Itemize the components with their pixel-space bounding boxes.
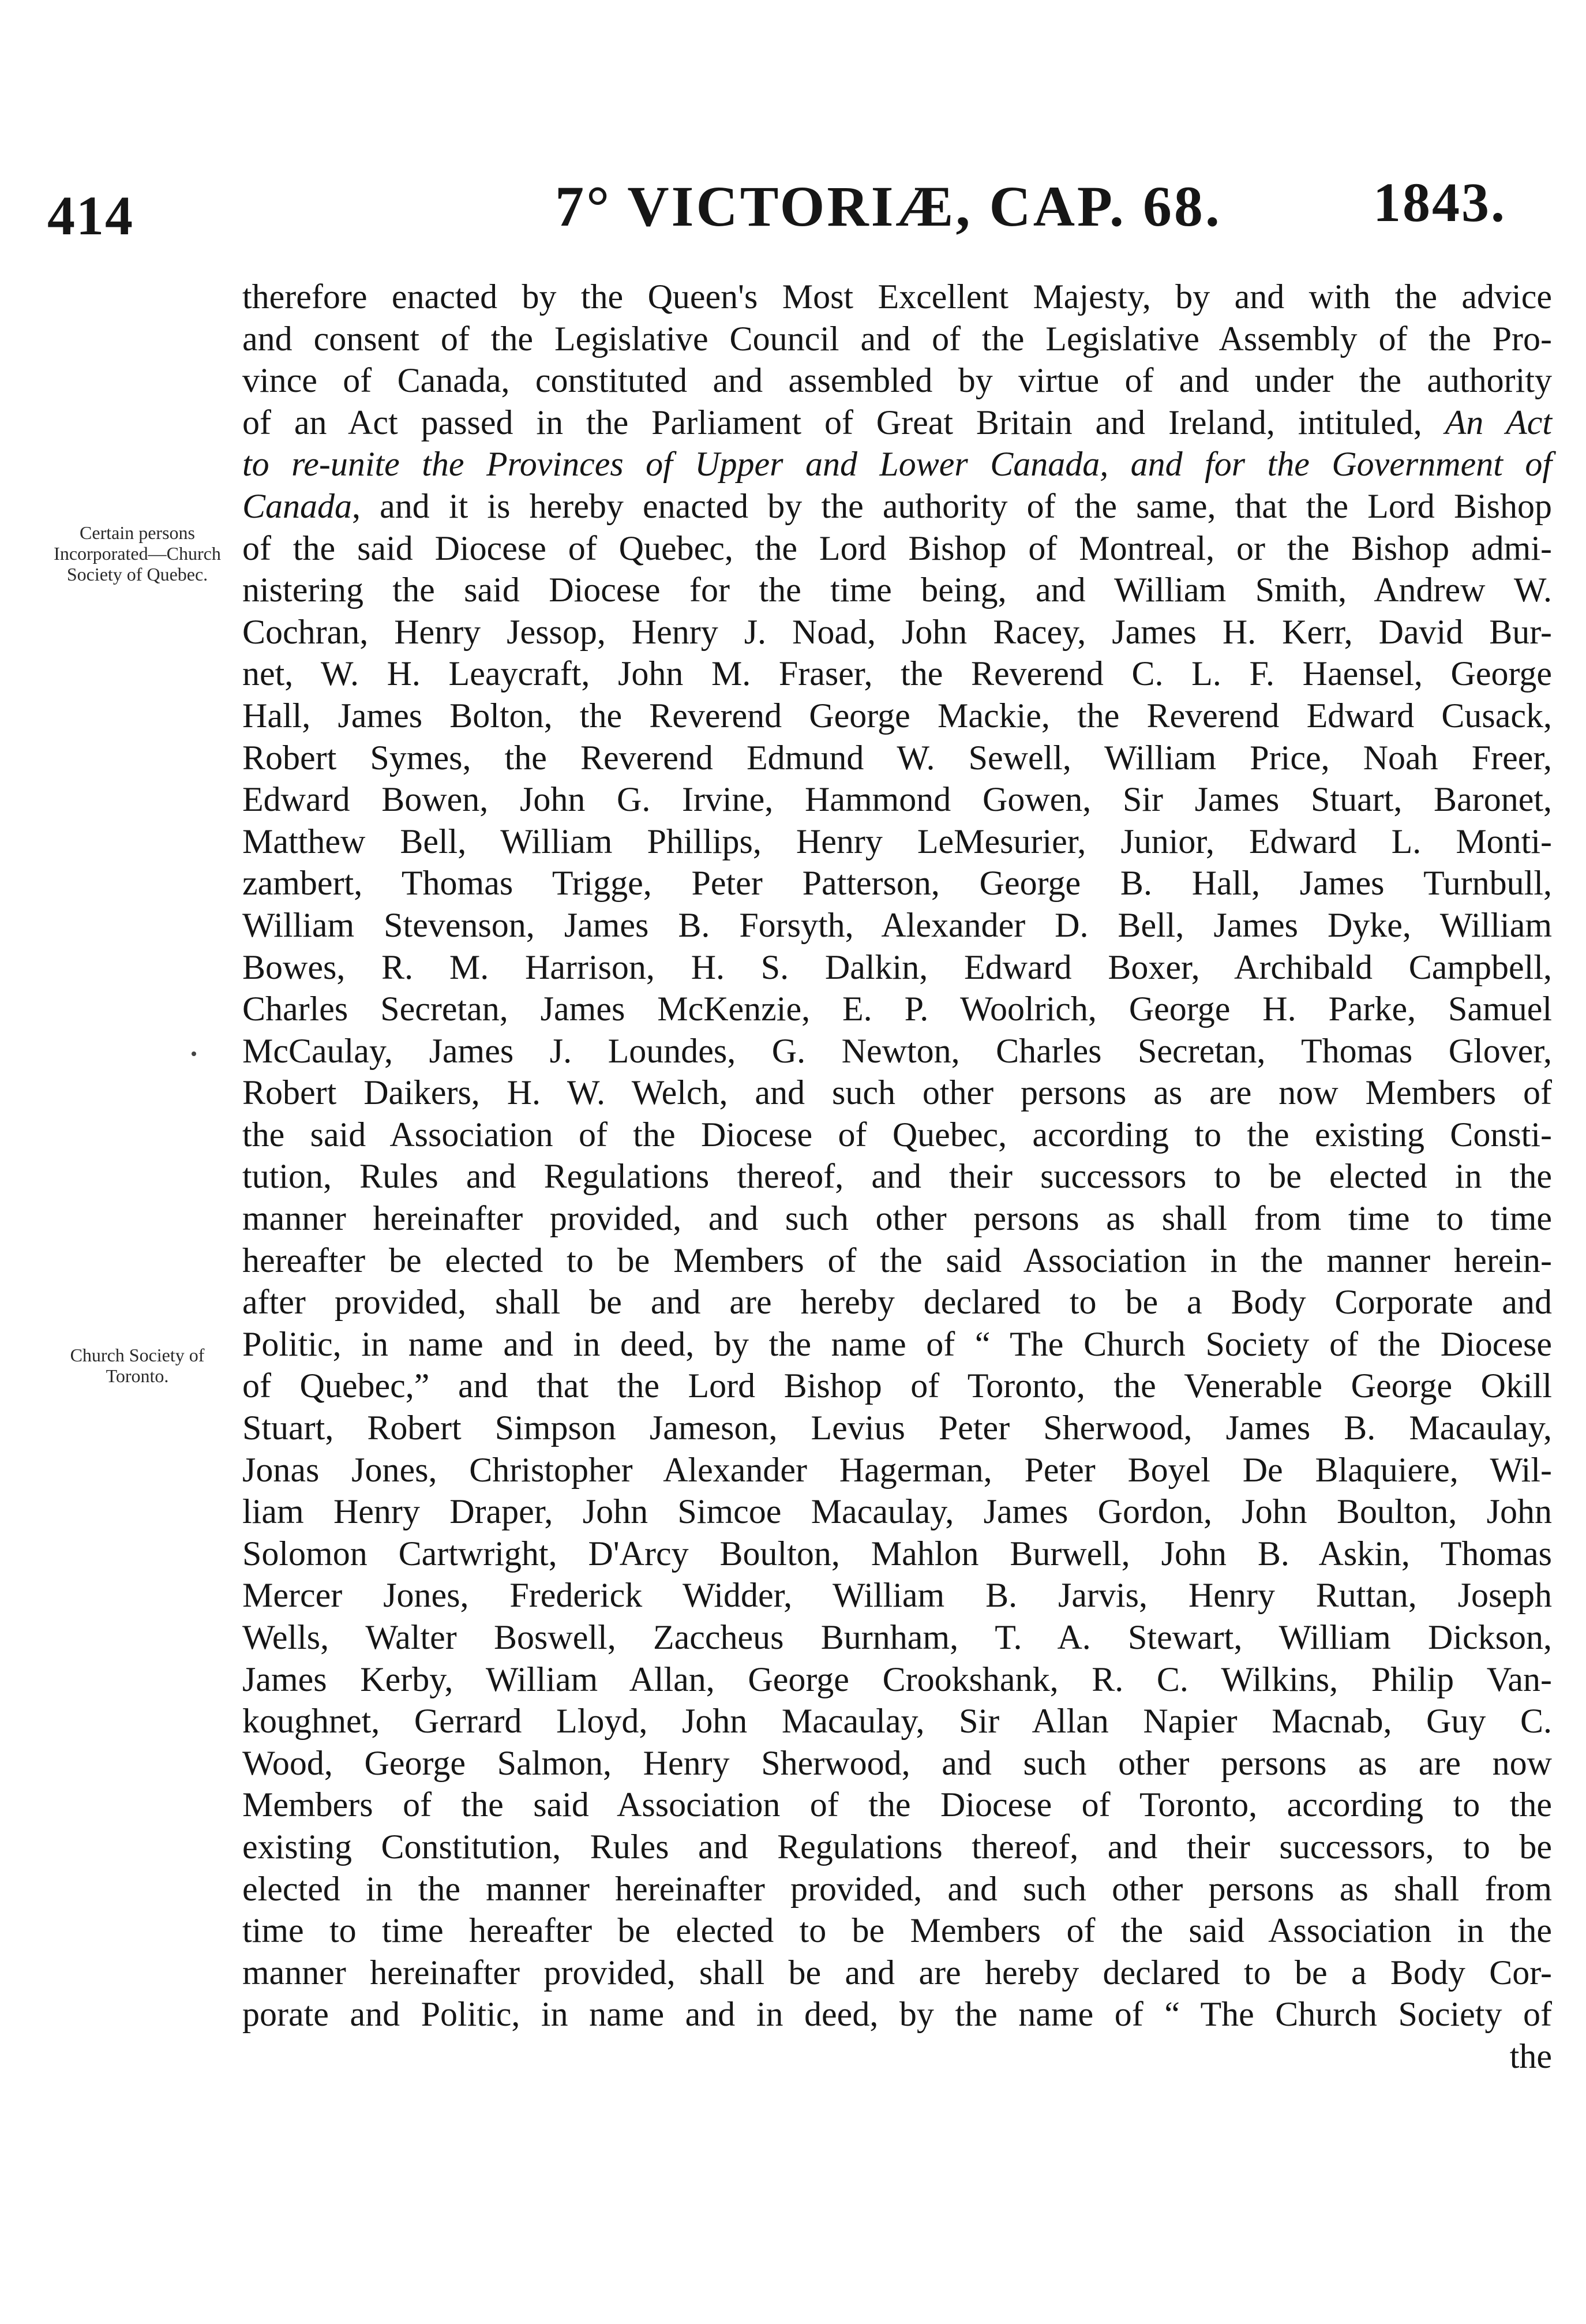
text-line: James Kerby, William Allan, George Crookshank, R. C. Wilkins, Philip Van- bbox=[242, 1660, 1552, 1698]
text-line: Politic, in name and in deed, by the name of “ The Church Society of the Diocese bbox=[242, 1324, 1552, 1363]
text-line: the said Association of the Diocese of Quebec, according to the existing Consti- bbox=[242, 1115, 1552, 1154]
text-line: Cochran, Henry Jessop, Henry J. Noad, John Racey, James H. Kerr, David Bur- bbox=[242, 612, 1552, 651]
margin-mark bbox=[192, 1051, 196, 1056]
text-line: and consent of the Legislative Council and of the Legislative Assembly of the Pro- bbox=[242, 319, 1552, 358]
text-line: existing Constitution, Rules and Regulations thereof, and their successors, to be bbox=[242, 1827, 1552, 1866]
text-line: net, W. H. Leaycraft, John M. Fraser, the Reverend C. L. F. Haensel, George bbox=[242, 654, 1552, 693]
running-title: 7° VICTORIÆ, CAP. 68. bbox=[555, 174, 1222, 238]
text-line: Robert Symes, the Reverend Edmund W. Sewell, William Price, Noah Freer, bbox=[242, 738, 1552, 777]
text-line: porate and Politic, in name and in deed, by the name of “ The Church Society of bbox=[242, 1995, 1552, 2034]
text-line: zambert, Thomas Trigge, Peter Patterson, George B. Hall, James Turnbull, bbox=[242, 864, 1552, 903]
text-line: Stuart, Robert Simpson Jameson, Levius Peter Sherwood, James B. Macaulay, bbox=[242, 1409, 1552, 1447]
text-line: manner hereinafter provided, and such other persons as shall from time to time bbox=[242, 1199, 1552, 1238]
text-line: elected in the manner hereinafter provided, and such other persons as shall from bbox=[242, 1869, 1552, 1908]
text-line bbox=[242, 485, 1552, 527]
text-line: Jonas Jones, Christopher Alexander Hagerman, Peter Boyel De Blaquiere, Wil- bbox=[242, 1450, 1552, 1489]
text-line: Mercer Jones, Frederick Widder, William B. Jarvis, Henry Ruttan, Joseph bbox=[242, 1576, 1552, 1615]
text-line: of Quebec,” and that the Lord Bishop of Toronto, the Venerable George Okill bbox=[242, 1367, 1552, 1405]
text-line: of the said Diocese of Quebec, the Lord Bishop of Montreal, or the Bishop admi- bbox=[242, 529, 1552, 567]
text-segment: of an Act passed in the Parliament of Great Britain and Ireland, intituled, bbox=[242, 403, 1445, 441]
text-line: hereafter be elected to be Members of the said Association in the manner herein- bbox=[242, 1241, 1552, 1279]
text-line: vince of Canada, constituted and assembled by virtue of and under the authority bbox=[242, 361, 1552, 400]
text-line bbox=[242, 402, 1552, 444]
text-line: koughnet, Gerrard Lloyd, John Macaulay, Sir Allan Napier Macnab, Guy C. bbox=[242, 1702, 1552, 1741]
act-title-italic: to re-unite the Provinces of Upper and Lower Canada, and for the Government of bbox=[242, 445, 1552, 484]
text-line: therefore enacted by the Queen's Most Excellent Majesty, by and with the advice bbox=[242, 278, 1552, 316]
text-line-italic bbox=[242, 443, 1552, 485]
text-line: Bowes, R. M. Harrison, H. S. Dalkin, Edward Boxer, Archibald Campbell, bbox=[242, 948, 1552, 986]
text-segment: , and it is hereby enacted by the authority of the same, that the Lord Bishop bbox=[352, 486, 1552, 525]
text-line: tution, Rules and Regulations thereof, and their successors to be elected in the bbox=[242, 1157, 1552, 1196]
text-line: Wood, George Salmon, Henry Sherwood, and such other persons as are now bbox=[242, 1743, 1552, 1782]
text-line: William Stevenson, James B. Forsyth, Alexander D. Bell, James Dyke, William bbox=[242, 905, 1552, 944]
text-line: time to time hereafter be elected to be Members of the said Association in the bbox=[242, 1911, 1552, 1950]
text-line: Robert Daikers, H. W. Welch, and such other persons as are now Members of bbox=[242, 1073, 1552, 1112]
text-line: Solomon Cartwright, D'Arcy Boulton, Mahlon Burwell, John B. Askin, Thomas bbox=[242, 1534, 1552, 1573]
act-title-italic: Canada bbox=[242, 486, 353, 525]
text-line: Members of the said Association of the Diocese of Toronto, according to the bbox=[242, 1786, 1552, 1824]
text-line: liam Henry Draper, John Simcoe Macaulay, James Gordon, John Boulton, John bbox=[242, 1492, 1552, 1531]
body-text bbox=[242, 276, 1552, 2078]
margin-note-toronto: Church Society of Toronto. bbox=[70, 1345, 205, 1386]
text-line: Wells, Walter Boswell, Zaccheus Burnham, T. A. Stewart, William Dickson, bbox=[242, 1618, 1552, 1656]
act-title-italic: An Act bbox=[1445, 403, 1552, 441]
margin-note-quebec: Certain persons Incorporated—Church Society of Quebec. bbox=[54, 522, 221, 585]
text-line: Hall, James Bolton, the Reverend George Mackie, the Reverend Edward Cusack, bbox=[242, 696, 1552, 735]
text-line: manner hereinafter provided, shall be and are hereby declared to be a Body Cor- bbox=[242, 1953, 1552, 1992]
text-line: Edward Bowen, John G. Irvine, Hammond Gowen, Sir James Stuart, Baronet, bbox=[242, 780, 1552, 819]
text-line: after provided, shall be and are hereby declared to be a Body Corporate and bbox=[242, 1283, 1552, 1322]
text-line: Matthew Bell, William Phillips, Henry LeMesurier, Junior, Edward L. Monti- bbox=[242, 822, 1552, 860]
page-number: 414 bbox=[47, 185, 134, 246]
text-line: Charles Secretan, James McKenzie, E. P. Woolrich, George H. Parke, Samuel bbox=[242, 990, 1552, 1028]
text-line: McCaulay, James J. Loundes, G. Newton, Charles Secretan, Thomas Glover, bbox=[242, 1031, 1552, 1070]
catchword: the bbox=[1509, 2037, 1552, 2075]
running-year: 1843. bbox=[1373, 171, 1506, 233]
text-line: nistering the said Diocese for the time being, and William Smith, Andrew W. bbox=[242, 571, 1552, 609]
